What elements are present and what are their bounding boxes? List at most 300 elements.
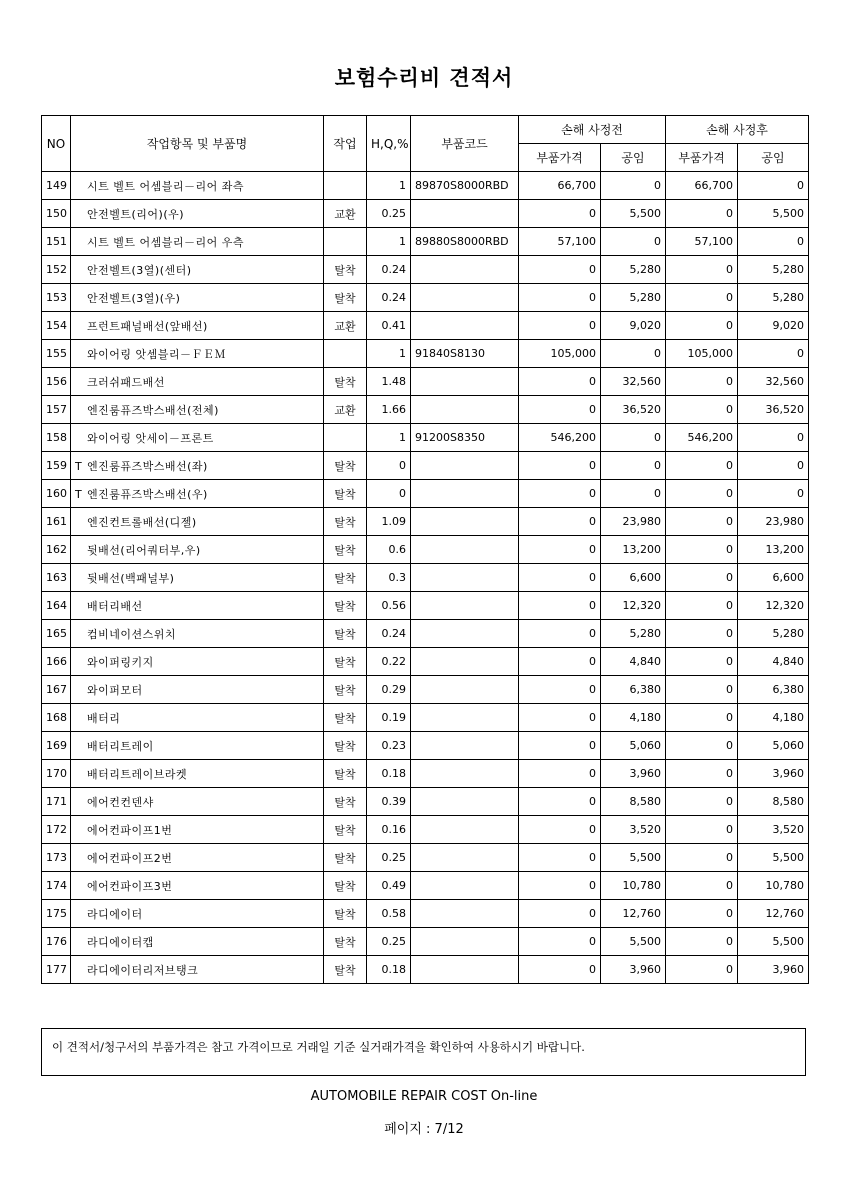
table-row [42, 620, 809, 648]
header-code: 부품코드 [411, 116, 519, 172]
table-row [42, 284, 809, 312]
row-hq: 1 [367, 228, 411, 256]
row-item-cell [71, 592, 324, 620]
table-row [42, 340, 809, 368]
row-no: 150 [46, 207, 67, 220]
table-row [42, 816, 809, 844]
row-hq: 0.18 [367, 760, 411, 788]
row-before-price: 0 [519, 368, 601, 396]
row-no: 173 [46, 851, 67, 864]
row-hq: 0.6 [367, 536, 411, 564]
row-before-labor: 5,280 [601, 256, 666, 284]
row-part-code [411, 564, 519, 592]
table-row [42, 676, 809, 704]
row-hq: 0.58 [367, 900, 411, 928]
row-no-cell [42, 704, 71, 732]
row-before-price: 0 [519, 256, 601, 284]
row-before-labor: 5,060 [601, 732, 666, 760]
row-hq: 1.48 [367, 368, 411, 396]
row-before-labor: 0 [601, 424, 666, 452]
row-item-cell [71, 480, 324, 508]
table-row [42, 564, 809, 592]
table-row [42, 956, 809, 984]
row-item-name: 라디에이터캡 [87, 935, 154, 949]
row-hq: 0.24 [367, 284, 411, 312]
table-row [42, 200, 809, 228]
row-hq: 0.24 [367, 620, 411, 648]
row-no-cell [42, 312, 71, 340]
row-no: 151 [46, 235, 67, 248]
row-before-labor: 3,960 [601, 956, 666, 984]
row-hq: 0 [367, 480, 411, 508]
header-item: 작업항목 및 부품명 [71, 116, 324, 172]
row-hq: 0.25 [367, 844, 411, 872]
row-part-code [411, 396, 519, 424]
row-after-labor: 4,840 [738, 648, 809, 676]
row-no: 176 [46, 935, 67, 948]
row-no-cell [42, 564, 71, 592]
row-item-name: 라디에이터 [87, 907, 143, 921]
row-before-labor: 9,020 [601, 312, 666, 340]
row-before-price: 0 [519, 452, 601, 480]
row-before-labor: 4,840 [601, 648, 666, 676]
row-item-name: 프런트패널배선(앞배선) [87, 319, 208, 333]
row-hq: 1 [367, 172, 411, 200]
row-item-cell [71, 340, 324, 368]
row-item-name: 와이퍼모터 [87, 683, 143, 697]
row-before-price: 0 [519, 648, 601, 676]
row-before-price: 0 [519, 564, 601, 592]
row-after-labor: 9,020 [738, 312, 809, 340]
row-item-name: 크러쉬패드배선 [87, 375, 165, 389]
row-no: 155 [46, 347, 67, 360]
row-after-price: 0 [666, 844, 738, 872]
row-part-code [411, 508, 519, 536]
row-after-price: 0 [666, 536, 738, 564]
row-item-cell [71, 900, 324, 928]
row-after-price: 0 [666, 452, 738, 480]
row-after-price: 0 [666, 648, 738, 676]
row-no-cell [42, 956, 71, 984]
row-before-labor: 23,980 [601, 508, 666, 536]
row-before-price: 0 [519, 872, 601, 900]
row-item-name: 뒷배선(리어쿼터부,우) [87, 543, 201, 557]
row-part-code [411, 536, 519, 564]
row-part-code [411, 928, 519, 956]
row-before-price: 0 [519, 732, 601, 760]
row-no: 175 [46, 907, 67, 920]
row-item-name: 엔진룸퓨즈박스배선(전체) [87, 403, 219, 417]
table-row [42, 788, 809, 816]
row-item-name: 배터리배선 [87, 599, 143, 613]
row-item-cell [71, 648, 324, 676]
row-after-labor: 6,600 [738, 564, 809, 592]
row-work-type: 탈착 [324, 368, 367, 396]
row-work-type: 탈착 [324, 284, 367, 312]
row-work-type: 탈착 [324, 620, 367, 648]
row-item-cell [71, 676, 324, 704]
row-part-code [411, 200, 519, 228]
row-after-labor: 4,180 [738, 704, 809, 732]
row-no: 157 [46, 403, 67, 416]
row-part-code [411, 620, 519, 648]
row-before-labor: 4,180 [601, 704, 666, 732]
row-hq: 0.23 [367, 732, 411, 760]
row-flag: T [75, 459, 83, 473]
row-after-price: 0 [666, 564, 738, 592]
row-item-name: 와이퍼링키지 [87, 655, 154, 669]
row-hq: 0.39 [367, 788, 411, 816]
row-after-price: 0 [666, 788, 738, 816]
row-after-labor: 32,560 [738, 368, 809, 396]
row-part-code [411, 452, 519, 480]
header-hq: H,Q,% [367, 116, 411, 172]
row-no: 159 [46, 459, 67, 472]
row-no: 169 [46, 739, 67, 752]
row-before-labor: 32,560 [601, 368, 666, 396]
row-hq: 1 [367, 424, 411, 452]
row-hq: 0.41 [367, 312, 411, 340]
row-hq: 0.25 [367, 200, 411, 228]
row-no: 158 [46, 431, 67, 444]
row-no-cell [42, 452, 71, 480]
row-hq: 0.29 [367, 676, 411, 704]
row-no: 153 [46, 291, 67, 304]
row-after-price: 0 [666, 480, 738, 508]
row-hq: 0 [367, 452, 411, 480]
row-after-price: 0 [666, 732, 738, 760]
row-hq: 0.25 [367, 928, 411, 956]
row-work-type: 교환 [324, 200, 367, 228]
row-item-cell [71, 620, 324, 648]
row-no-cell [42, 480, 71, 508]
row-after-price: 105,000 [666, 340, 738, 368]
header-after-labor: 공임 [738, 144, 809, 172]
row-before-labor: 5,500 [601, 844, 666, 872]
row-work-type: 탈착 [324, 788, 367, 816]
row-after-labor: 3,960 [738, 956, 809, 984]
row-item-name: 안전벨트(3열)(센터) [87, 263, 192, 277]
row-item-cell [71, 872, 324, 900]
row-item-cell [71, 256, 324, 284]
row-item-cell [71, 816, 324, 844]
row-part-code [411, 648, 519, 676]
row-after-price: 0 [666, 900, 738, 928]
row-after-labor: 0 [738, 340, 809, 368]
row-after-price: 546,200 [666, 424, 738, 452]
row-before-price: 0 [519, 676, 601, 704]
row-no-cell [42, 508, 71, 536]
header-after-price: 부품가격 [666, 144, 738, 172]
row-part-code [411, 844, 519, 872]
row-before-labor: 6,380 [601, 676, 666, 704]
row-before-labor: 5,280 [601, 620, 666, 648]
row-item-name: 와이어링 앗셈블리－ＦＥＭ [87, 347, 227, 361]
row-no-cell [42, 368, 71, 396]
row-no-cell [42, 732, 71, 760]
row-hq: 0.22 [367, 648, 411, 676]
row-after-price: 0 [666, 676, 738, 704]
table-header [42, 116, 809, 172]
table-row [42, 368, 809, 396]
table-row [42, 424, 809, 452]
row-no: 156 [46, 375, 67, 388]
header-before: 손해 사정전 [519, 116, 666, 144]
row-before-price: 105,000 [519, 340, 601, 368]
row-before-price: 0 [519, 396, 601, 424]
row-after-price: 0 [666, 396, 738, 424]
table-row [42, 648, 809, 676]
row-item-cell [71, 844, 324, 872]
row-no: 165 [46, 627, 67, 640]
row-no-cell [42, 788, 71, 816]
row-hq: 0.16 [367, 816, 411, 844]
row-before-labor: 0 [601, 340, 666, 368]
row-item-cell [71, 424, 324, 452]
row-item-name: 뒷배선(백패널부) [87, 571, 175, 585]
row-work-type [324, 228, 367, 256]
row-no-cell [42, 872, 71, 900]
table-row [42, 396, 809, 424]
row-item-name: 에어컨파이프3번 [87, 879, 173, 893]
row-after-price: 0 [666, 928, 738, 956]
row-item-cell [71, 704, 324, 732]
row-work-type: 탈착 [324, 508, 367, 536]
row-before-labor: 12,320 [601, 592, 666, 620]
row-part-code [411, 592, 519, 620]
row-item-cell [71, 284, 324, 312]
row-before-price: 0 [519, 900, 601, 928]
row-no: 166 [46, 655, 67, 668]
row-part-code [411, 284, 519, 312]
row-before-price: 0 [519, 844, 601, 872]
table-row [42, 732, 809, 760]
row-no-cell [42, 928, 71, 956]
row-no-cell [42, 200, 71, 228]
row-work-type: 탈착 [324, 900, 367, 928]
row-item-cell [71, 508, 324, 536]
table-row [42, 704, 809, 732]
row-item-name: 안전벨트(리어)(우) [87, 207, 185, 221]
table-row [42, 592, 809, 620]
row-after-price: 66,700 [666, 172, 738, 200]
row-item-name: 에어컨컨덴샤 [87, 795, 154, 809]
row-after-price: 0 [666, 284, 738, 312]
row-work-type: 탈착 [324, 732, 367, 760]
row-hq: 0.56 [367, 592, 411, 620]
row-no-cell [42, 340, 71, 368]
row-after-price: 0 [666, 592, 738, 620]
row-item-cell [71, 760, 324, 788]
row-before-labor: 13,200 [601, 536, 666, 564]
row-after-labor: 5,280 [738, 620, 809, 648]
row-after-price: 0 [666, 256, 738, 284]
row-work-type: 탈착 [324, 648, 367, 676]
row-part-code [411, 872, 519, 900]
row-part-code [411, 676, 519, 704]
row-item-name: 배터리 [87, 711, 121, 725]
row-work-type: 교환 [324, 396, 367, 424]
table-row [42, 480, 809, 508]
row-work-type [324, 424, 367, 452]
header-no: NO [42, 116, 71, 172]
row-before-price: 0 [519, 620, 601, 648]
row-part-code [411, 368, 519, 396]
row-item-name: 안전벨트(3열)(우) [87, 291, 181, 305]
row-part-code [411, 480, 519, 508]
row-after-labor: 36,520 [738, 396, 809, 424]
row-work-type: 탈착 [324, 928, 367, 956]
row-work-type: 탈착 [324, 480, 367, 508]
row-after-labor: 5,280 [738, 256, 809, 284]
row-hq: 0.24 [367, 256, 411, 284]
row-no-cell [42, 760, 71, 788]
row-hq: 0.19 [367, 704, 411, 732]
row-work-type: 탈착 [324, 956, 367, 984]
row-hq: 1.66 [367, 396, 411, 424]
row-no: 170 [46, 767, 67, 780]
row-item-cell [71, 396, 324, 424]
row-after-labor: 3,520 [738, 816, 809, 844]
row-no: 152 [46, 263, 67, 276]
row-after-price: 57,100 [666, 228, 738, 256]
table-row [42, 312, 809, 340]
row-no: 161 [46, 515, 67, 528]
page-number: 페이지 : 7/12 [384, 1122, 464, 1137]
footer-text: AUTOMOBILE REPAIR COST On-line [310, 1089, 538, 1104]
row-before-price: 0 [519, 760, 601, 788]
row-before-price: 546,200 [519, 424, 601, 452]
row-after-labor: 3,960 [738, 760, 809, 788]
table-row [42, 760, 809, 788]
row-no: 162 [46, 543, 67, 556]
row-before-labor: 5,500 [601, 200, 666, 228]
row-after-labor: 0 [738, 424, 809, 452]
row-work-type: 탈착 [324, 256, 367, 284]
row-before-price: 0 [519, 956, 601, 984]
row-item-cell [71, 312, 324, 340]
row-before-labor: 10,780 [601, 872, 666, 900]
row-item-cell [71, 452, 324, 480]
row-no: 163 [46, 571, 67, 584]
row-item-cell [71, 172, 324, 200]
row-after-price: 0 [666, 200, 738, 228]
row-before-price: 0 [519, 200, 601, 228]
table-row [42, 928, 809, 956]
row-work-type: 탈착 [324, 760, 367, 788]
row-hq: 0.18 [367, 956, 411, 984]
row-item-name: 엔진컨트롤배선(디젤) [87, 515, 197, 529]
document-title: 보험수리비 견적서 [334, 66, 514, 90]
table-row [42, 172, 809, 200]
row-after-labor: 13,200 [738, 536, 809, 564]
row-item-name: 시트 벨트 어셈블리－리어 좌측 [87, 179, 245, 193]
header-work: 작업 [324, 116, 367, 172]
row-no-cell [42, 396, 71, 424]
row-part-code [411, 256, 519, 284]
row-item-name: 에어컨파이프1번 [87, 823, 173, 837]
row-no-cell [42, 844, 71, 872]
row-before-price: 0 [519, 704, 601, 732]
row-hq: 0.49 [367, 872, 411, 900]
row-after-price: 0 [666, 508, 738, 536]
row-before-labor: 0 [601, 172, 666, 200]
row-item-cell [71, 200, 324, 228]
row-before-price: 0 [519, 536, 601, 564]
table-row [42, 256, 809, 284]
row-before-price: 0 [519, 508, 601, 536]
row-after-price: 0 [666, 620, 738, 648]
row-hq: 0.3 [367, 564, 411, 592]
row-work-type: 교환 [324, 312, 367, 340]
row-part-code [411, 704, 519, 732]
header-before-price: 부품가격 [519, 144, 601, 172]
row-no-cell [42, 228, 71, 256]
table-row [42, 872, 809, 900]
row-item-name: 와이어링 앗세이－프론트 [87, 431, 214, 445]
row-no: 160 [46, 487, 67, 500]
row-work-type: 탈착 [324, 452, 367, 480]
row-item-cell [71, 788, 324, 816]
row-after-labor: 6,380 [738, 676, 809, 704]
row-part-code [411, 732, 519, 760]
row-before-labor: 5,500 [601, 928, 666, 956]
row-after-labor: 5,060 [738, 732, 809, 760]
row-work-type: 탈착 [324, 816, 367, 844]
header-after: 손해 사정후 [666, 116, 809, 144]
row-work-type: 탈착 [324, 564, 367, 592]
row-item-cell [71, 928, 324, 956]
row-after-labor: 0 [738, 172, 809, 200]
row-item-cell [71, 368, 324, 396]
row-no: 177 [46, 963, 67, 976]
row-no-cell [42, 676, 71, 704]
row-no-cell [42, 592, 71, 620]
row-no: 174 [46, 879, 67, 892]
row-item-name: 엔진룸퓨즈박스배선(우) [87, 487, 208, 501]
row-before-labor: 12,760 [601, 900, 666, 928]
row-before-price: 0 [519, 592, 601, 620]
row-part-code [411, 760, 519, 788]
row-after-price: 0 [666, 760, 738, 788]
row-item-cell [71, 228, 324, 256]
row-part-code [411, 788, 519, 816]
table-row [42, 228, 809, 256]
row-work-type [324, 340, 367, 368]
row-no-cell [42, 536, 71, 564]
row-after-labor: 23,980 [738, 508, 809, 536]
row-after-price: 0 [666, 368, 738, 396]
row-before-price: 0 [519, 788, 601, 816]
row-before-price: 0 [519, 312, 601, 340]
row-work-type: 탈착 [324, 844, 367, 872]
row-after-labor: 0 [738, 228, 809, 256]
row-part-code: 89880S8000RBD [411, 228, 519, 256]
row-part-code [411, 900, 519, 928]
estimate-table [41, 115, 809, 984]
row-after-labor: 12,320 [738, 592, 809, 620]
table-row [42, 536, 809, 564]
row-work-type: 탈착 [324, 592, 367, 620]
row-no: 154 [46, 319, 67, 332]
row-after-price: 0 [666, 872, 738, 900]
row-flag: T [75, 487, 83, 501]
row-no: 172 [46, 823, 67, 836]
row-before-price: 0 [519, 284, 601, 312]
notice-text: 이 견적서/청구서의 부품가격은 참고 가격이므로 거래일 기준 실거래가격을 확인하여 사용하시기 바랍니다. [52, 1040, 585, 1054]
row-before-price: 0 [519, 816, 601, 844]
row-work-type: 탈착 [324, 872, 367, 900]
